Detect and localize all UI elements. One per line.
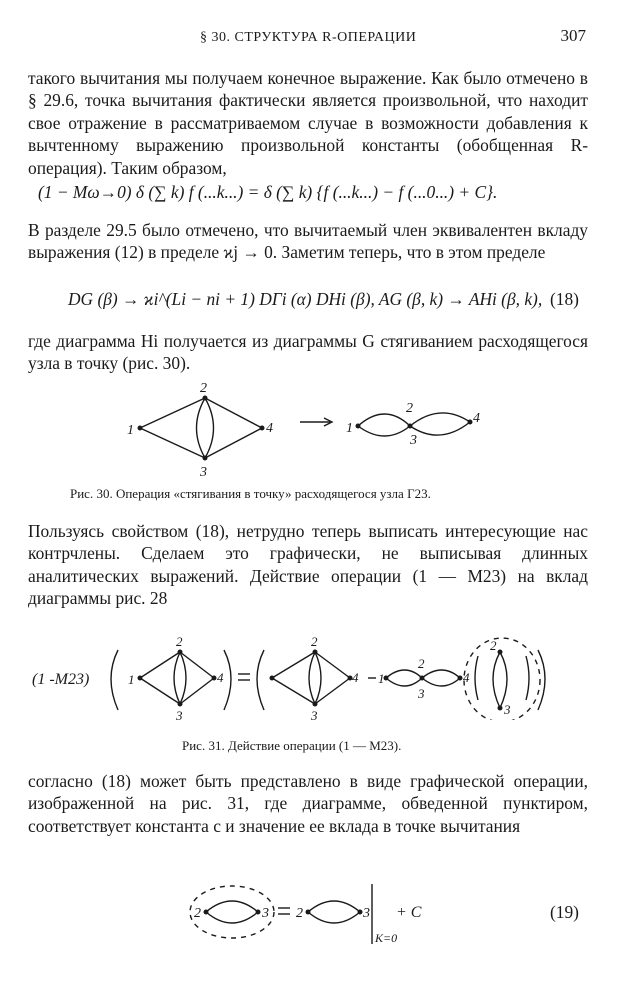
equation-18: DG (β) → ϰi^(Li − ni + 1) DΓi (α) DHi (β), AG (β, k) → AHi (β, k), <box>68 289 543 309</box>
fig31-label-2b: 2 <box>311 634 318 649</box>
fig31-operator: (1 -M23) <box>32 671 90 688</box>
fig31-label-3a: 3 <box>176 708 183 720</box>
fig30-label-3: 3 <box>200 465 207 480</box>
fig31-label-3d: 3 <box>504 702 511 717</box>
figure-31-caption: Рис. 31. Действие операции (1 — M23). <box>182 738 402 753</box>
eq19-plus-c: + C <box>396 904 422 921</box>
fig31-label-3b: 3 <box>311 708 318 720</box>
fig30-label-1: 1 <box>127 423 134 438</box>
fig31-label-4c: 4 <box>463 670 470 685</box>
fig30-label-4: 4 <box>266 421 273 436</box>
eq19-subscript: K=0 <box>375 931 398 945</box>
fig31-label-4a: 4 <box>217 670 224 685</box>
fig31-label-2c: 2 <box>418 656 425 671</box>
eq19-label-2a: 2 <box>194 906 201 921</box>
fig31-label-4b: 4 <box>352 670 359 685</box>
paragraph-4: Пользуясь свойством (18), нетрудно теперь выписать интересующие нас контрчлены. Сделаем это графически, не выписывая длинных аналитических выражений. Действие операции (1 — M23) на вклад диаграммы рис. 28 <box>28 521 588 609</box>
eq19-label-3a: 3 <box>262 906 269 921</box>
fig30-label-1b: 1 <box>346 421 353 436</box>
fig30-label-3b: 3 <box>410 433 417 448</box>
eq19-label-3b: 3 <box>363 906 370 921</box>
equation-18-number: (18) <box>550 289 579 309</box>
running-title: § 30. СТРУКТУРА R-ОПЕРАЦИИ <box>200 30 417 45</box>
figure-30-caption: Рис. 30. Операция «стягивания в точку» расходящегося узла Γ23. <box>70 486 431 501</box>
figure-30 <box>0 380 624 480</box>
fig30-label-2b: 2 <box>406 401 413 416</box>
page-number: 307 <box>560 26 586 45</box>
figure-31 <box>0 630 624 720</box>
fig31-label-3c: 3 <box>418 686 425 701</box>
paragraph-2: В разделе 29.5 было отмечено, что вычитаемый член эквивалентен вкладу выражения (12) в пределе ϰj → 0. Заметим теперь, что в этом пределе <box>28 220 588 263</box>
equation-1: (1 − Mω→0) δ (∑ k) f (...k...) = δ (∑ k) {f (...k...) − f (...0...) + C}. <box>38 182 498 202</box>
fig31-label-1a: 1 <box>128 672 135 687</box>
paragraph-5: согласно (18) может быть представлено в виде графической операции, изображенной на рис. 31, где диаграмме, обведенной пунктиром, соответствует константа c и значение ее вклада в точке вычитания <box>28 771 588 836</box>
equation-19-diagram <box>0 876 624 966</box>
running-header <box>0 26 624 50</box>
paragraph-1: такого вычитания мы получаем конечное выражение. Как было отмечено в § 29.6, точка вычитания фактически является произвольной, что находит свое отражение в рассматриваемом случае в возможности добавления к вычтенному выражению произвольной константы (обобщенная R-операция). Таким образом, <box>28 68 588 178</box>
fig31-label-2a: 2 <box>176 634 183 649</box>
equation-19-number: (19) <box>550 902 579 922</box>
paragraph-3: где диаграмма Hi получается из диаграммы G стягиванием расходящегося узла в точку (рис. 30). <box>28 331 588 374</box>
fig30-label-4b: 4 <box>473 411 480 426</box>
fig30-label-2: 2 <box>200 381 207 396</box>
eq19-label-2b: 2 <box>296 906 303 921</box>
fig31-label-1c: 1 <box>378 671 385 686</box>
fig31-label-2d: 2 <box>490 638 497 653</box>
